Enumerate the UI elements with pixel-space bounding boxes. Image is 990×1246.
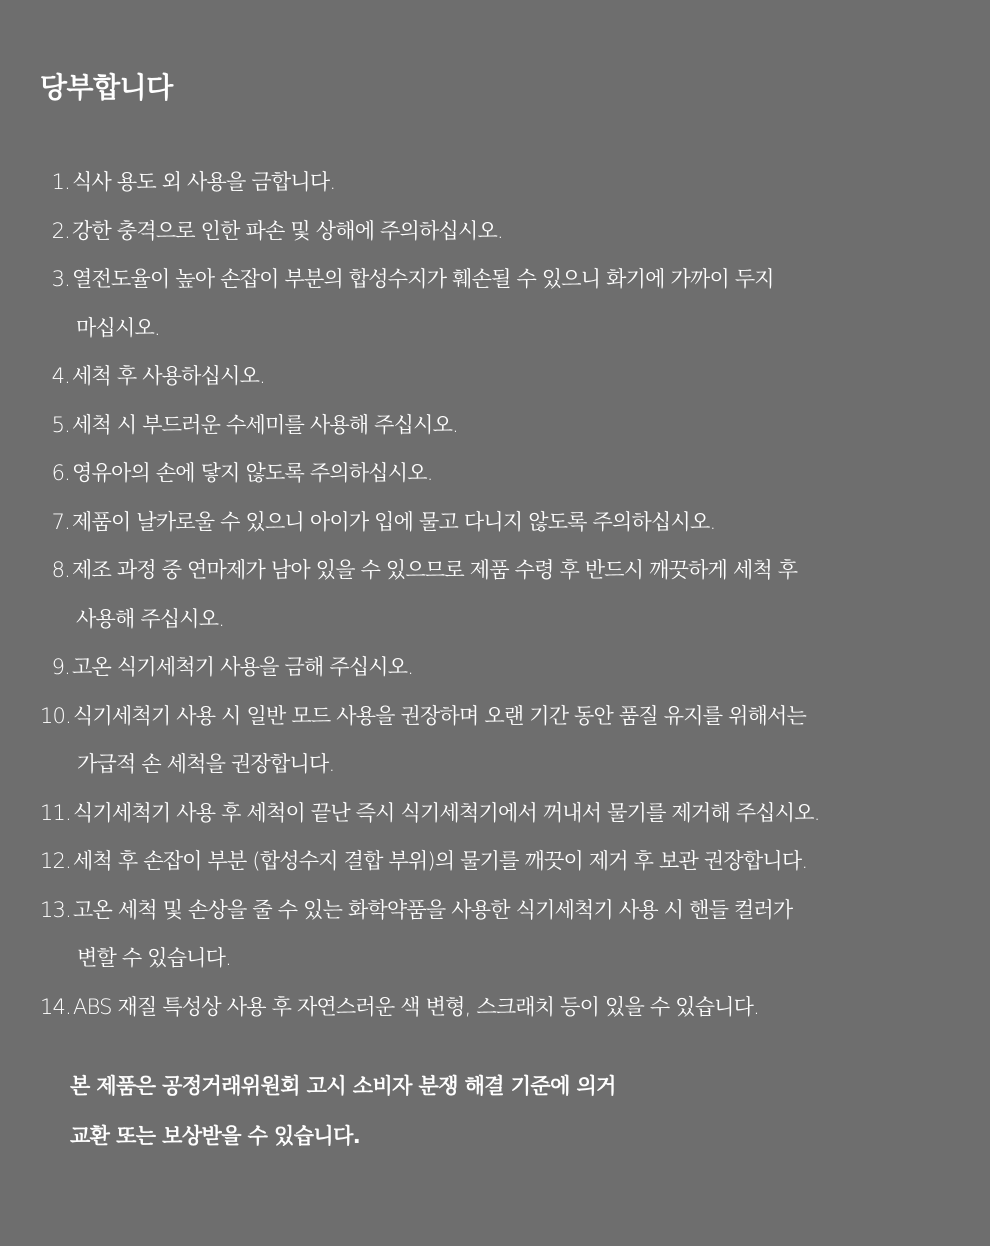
caution-item-text xyxy=(70,546,797,643)
caution-item xyxy=(40,255,950,352)
caution-item-text xyxy=(70,498,715,547)
caution-item-number: 5. xyxy=(51,412,70,437)
caution-item-line: 고온 세척 및 손상을 줄 수 있는 화학약품을 사용한 식기세척기 사용 시 핸들 컬러가 xyxy=(73,897,793,922)
caution-item-line: 강한 충격으로 인한 파손 및 상해에 주의하십시오. xyxy=(72,218,503,243)
caution-item xyxy=(40,837,950,886)
caution-item xyxy=(40,643,950,692)
caution-item-number: 11. xyxy=(40,800,71,825)
caution-item-text xyxy=(71,886,792,983)
caution-item-line: 제조 과정 중 연마제가 남아 있을 수 있으므로 제품 수령 후 반드시 깨끗하게 세척 후 xyxy=(72,558,798,582)
caution-item-text xyxy=(71,983,759,1032)
caution-item-text xyxy=(71,692,806,789)
caution-item-text xyxy=(70,158,335,207)
caution-item-line: 마십시오. xyxy=(76,315,160,340)
caution-item-line: ABS 재질 특성상 사용 후 자연스러운 색 변형, 스크래치 등이 있을 수 있습니다. xyxy=(73,994,760,1019)
page-title: 당부합니다 xyxy=(40,71,173,104)
caution-item-line: 영유아의 손에 닿지 않도록 주의하십시오. xyxy=(72,461,433,485)
caution-item-line: 세척 후 사용하십시오. xyxy=(72,364,265,388)
caution-item-number: 8. xyxy=(51,558,70,582)
caution-item-line: 식기세척기 사용 시 일반 모드 사용을 권장하며 오랜 기간 동안 품질 유지를 위해서는 xyxy=(73,703,807,728)
caution-list xyxy=(40,158,950,1031)
consumer-notice-line-1: 본 제품은 공정거래위원회 고시 소비자 분쟁 해결 기준에 의거 xyxy=(70,1074,616,1098)
caution-item xyxy=(40,498,950,547)
caution-item-text xyxy=(70,643,413,692)
caution-item-number: 12. xyxy=(40,849,71,873)
caution-item-line: 식사 용도 외 사용을 금합니다. xyxy=(72,170,336,194)
caution-item xyxy=(40,449,950,498)
caution-item xyxy=(40,401,950,450)
caution-item-line: 고온 식기세척기 사용을 금해 주십시오. xyxy=(72,655,414,679)
caution-item-number: 7. xyxy=(51,509,70,534)
caution-item-number: 10. xyxy=(40,703,71,728)
caution-item-number: 4. xyxy=(51,364,70,388)
caution-item-text xyxy=(70,401,458,450)
caution-item xyxy=(40,983,950,1032)
caution-item-number: 2. xyxy=(51,218,70,243)
consumer-notice xyxy=(70,1061,950,1161)
caution-item-number: 3. xyxy=(51,267,70,291)
caution-item xyxy=(40,207,950,256)
caution-item-number: 1. xyxy=(51,170,70,194)
caution-item-number: 9. xyxy=(51,655,70,679)
caution-item-text xyxy=(71,789,820,838)
caution-item xyxy=(40,352,950,401)
caution-item-text xyxy=(70,352,265,401)
caution-item xyxy=(40,886,950,983)
caution-item xyxy=(40,692,950,789)
caution-item-line: 열전도율이 높아 손잡이 부분의 합성수지가 훼손될 수 있으니 화기에 가까이 두지 xyxy=(72,267,774,291)
caution-item-line: 식기세척기 사용 후 세척이 끝난 즉시 식기세척기에서 꺼내서 물기를 제거해 주십시오. xyxy=(73,800,820,825)
caution-item-line: 제품이 날카로울 수 있으니 아이가 입에 물고 다니지 않도록 주의하십시오. xyxy=(72,509,716,534)
caution-item-text xyxy=(71,837,807,886)
consumer-notice-line-2: 교환 또는 보상받을 수 있습니다. xyxy=(70,1124,361,1148)
caution-item-line: 가급적 손 세척을 권장합니다. xyxy=(77,752,335,776)
caution-item-line: 세척 후 손잡이 부분 (합성수지 결합 부위)의 물기를 깨끗이 제거 후 보관 권장합니다. xyxy=(73,849,808,873)
caution-item-text xyxy=(70,449,433,498)
caution-item-number: 14. xyxy=(40,994,71,1019)
caution-item xyxy=(40,546,950,643)
caution-item-text xyxy=(70,207,503,256)
caution-item-text xyxy=(70,255,774,352)
caution-item xyxy=(40,158,950,207)
caution-item-number: 13. xyxy=(40,897,71,922)
caution-item xyxy=(40,789,950,838)
caution-item-line: 사용해 주십시오. xyxy=(76,606,225,631)
caution-item-line: 변할 수 있습니다. xyxy=(77,946,232,970)
caution-item-number: 6. xyxy=(51,461,70,485)
caution-item-line: 세척 시 부드러운 수세미를 사용해 주십시오. xyxy=(72,412,458,437)
